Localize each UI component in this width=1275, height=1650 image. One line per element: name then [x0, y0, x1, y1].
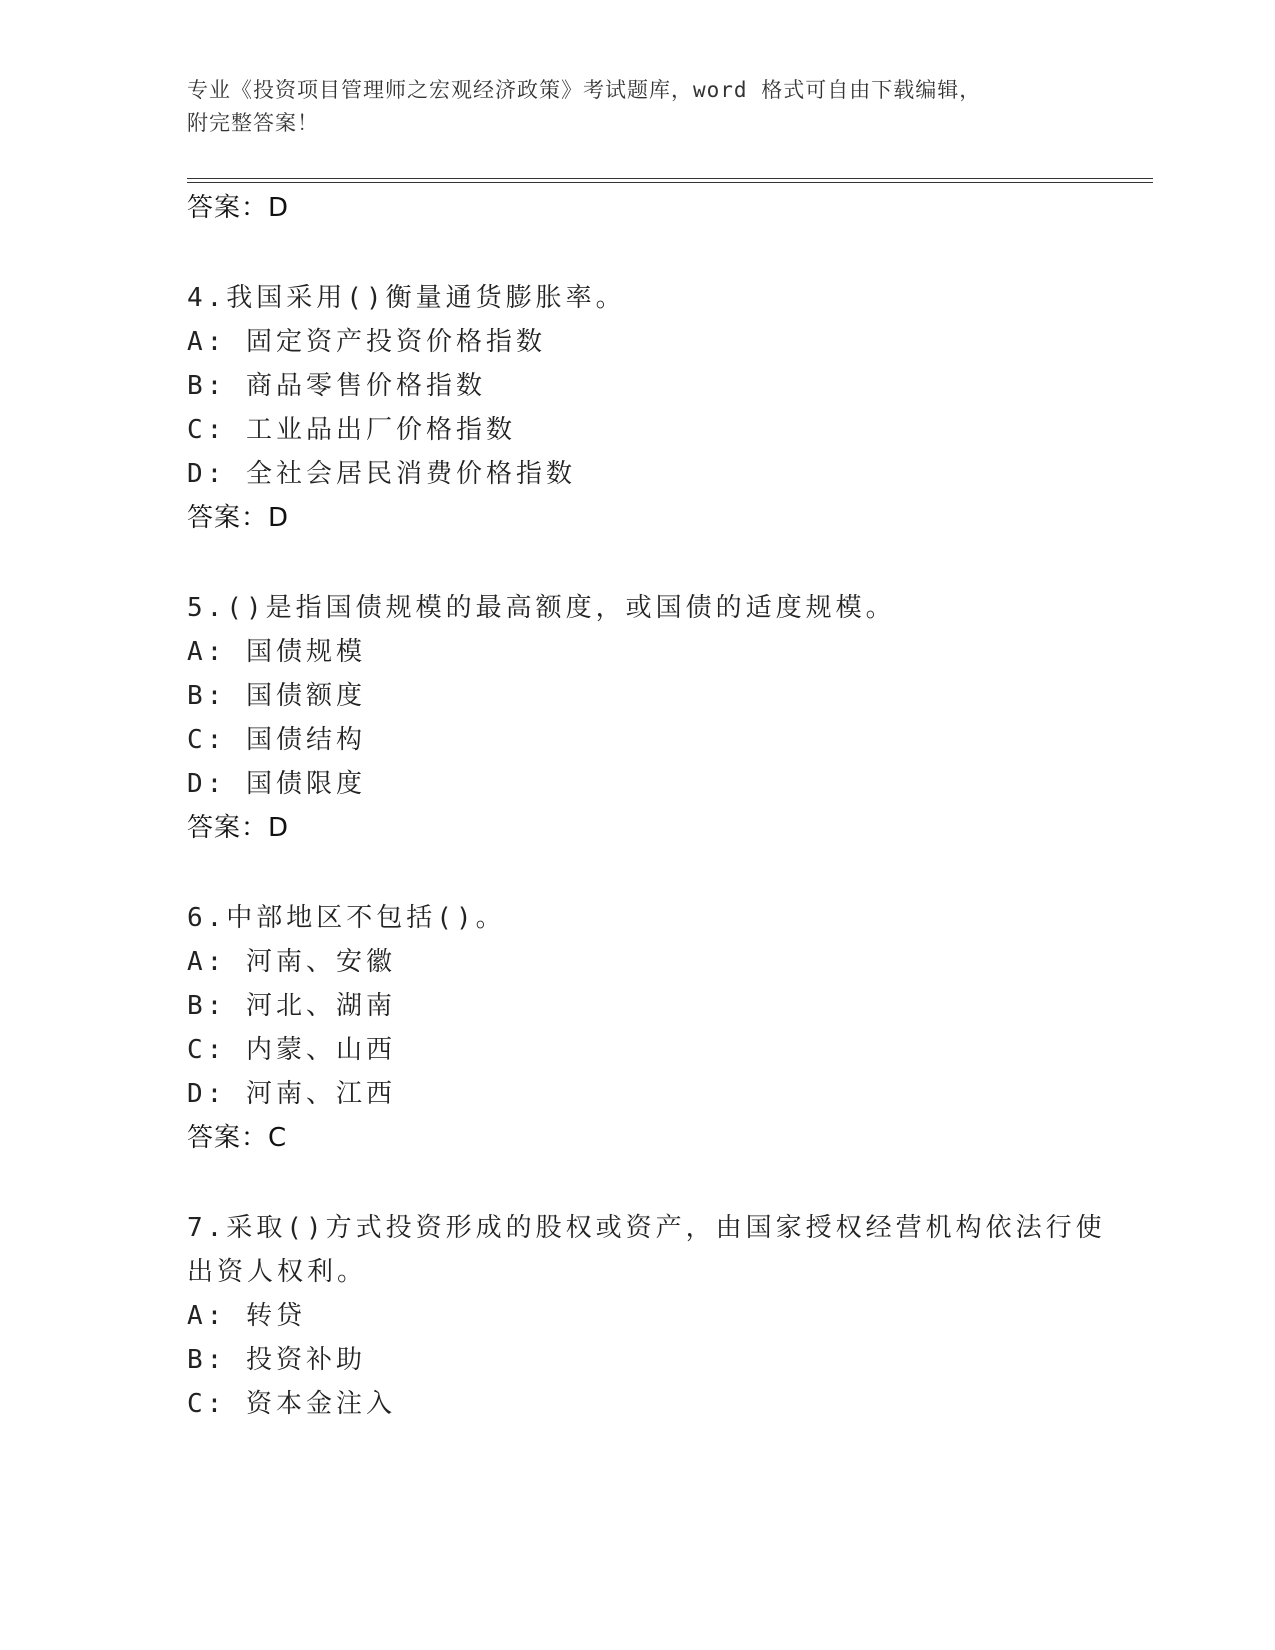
option-c: C: 内蒙、山西 — [187, 1035, 396, 1065]
option-a: A: 河南、安徽 — [187, 947, 396, 977]
option-d: D: 国债限度 — [187, 769, 366, 799]
answer-line: 答案：D — [187, 503, 290, 533]
question-stem: 5.()是指国债规模的最高额度，或国债的适度规模。 — [187, 593, 896, 623]
option-d: D: 河南、江西 — [187, 1079, 396, 1109]
header-line-2: 附完整答案！ — [187, 111, 319, 135]
document-header — [187, 74, 1087, 140]
option-b: B: 河北、湖南 — [187, 991, 396, 1021]
option-c: C: 资本金注入 — [187, 1389, 396, 1419]
question-stem-line-2: 出资人权利。 — [187, 1257, 368, 1287]
question-stem: 6.中部地区不包括()。 — [187, 903, 506, 933]
option-a: A: 固定资产投资价格指数 — [187, 327, 546, 357]
option-b: B: 投资补助 — [187, 1345, 366, 1375]
option-d: D: 全社会居民消费价格指数 — [187, 459, 576, 489]
option-b: B: 国债额度 — [187, 681, 366, 711]
answer-line: 答案：D — [187, 193, 290, 223]
answer-line: 答案：D — [187, 813, 290, 843]
answer-line: 答案：C — [187, 1123, 288, 1153]
option-a: A: 国债规模 — [187, 637, 366, 667]
option-c: C: 国债结构 — [187, 725, 366, 755]
question-stem-line-1: 7.采取()方式投资形成的股权或资产，由国家授权经营机构依法行使 — [187, 1213, 1106, 1243]
option-a: A: 转贷 — [187, 1301, 306, 1331]
header-line-1: 专业《投资项目管理师之宏观经济政策》考试题库，word 格式可自由下载编辑， — [187, 78, 982, 102]
question-stem: 4.我国采用()衡量通货膨胀率。 — [187, 283, 626, 313]
header-double-rule — [187, 178, 1153, 183]
option-b: B: 商品零售价格指数 — [187, 371, 486, 401]
option-c: C: 工业品出厂价格指数 — [187, 415, 516, 445]
